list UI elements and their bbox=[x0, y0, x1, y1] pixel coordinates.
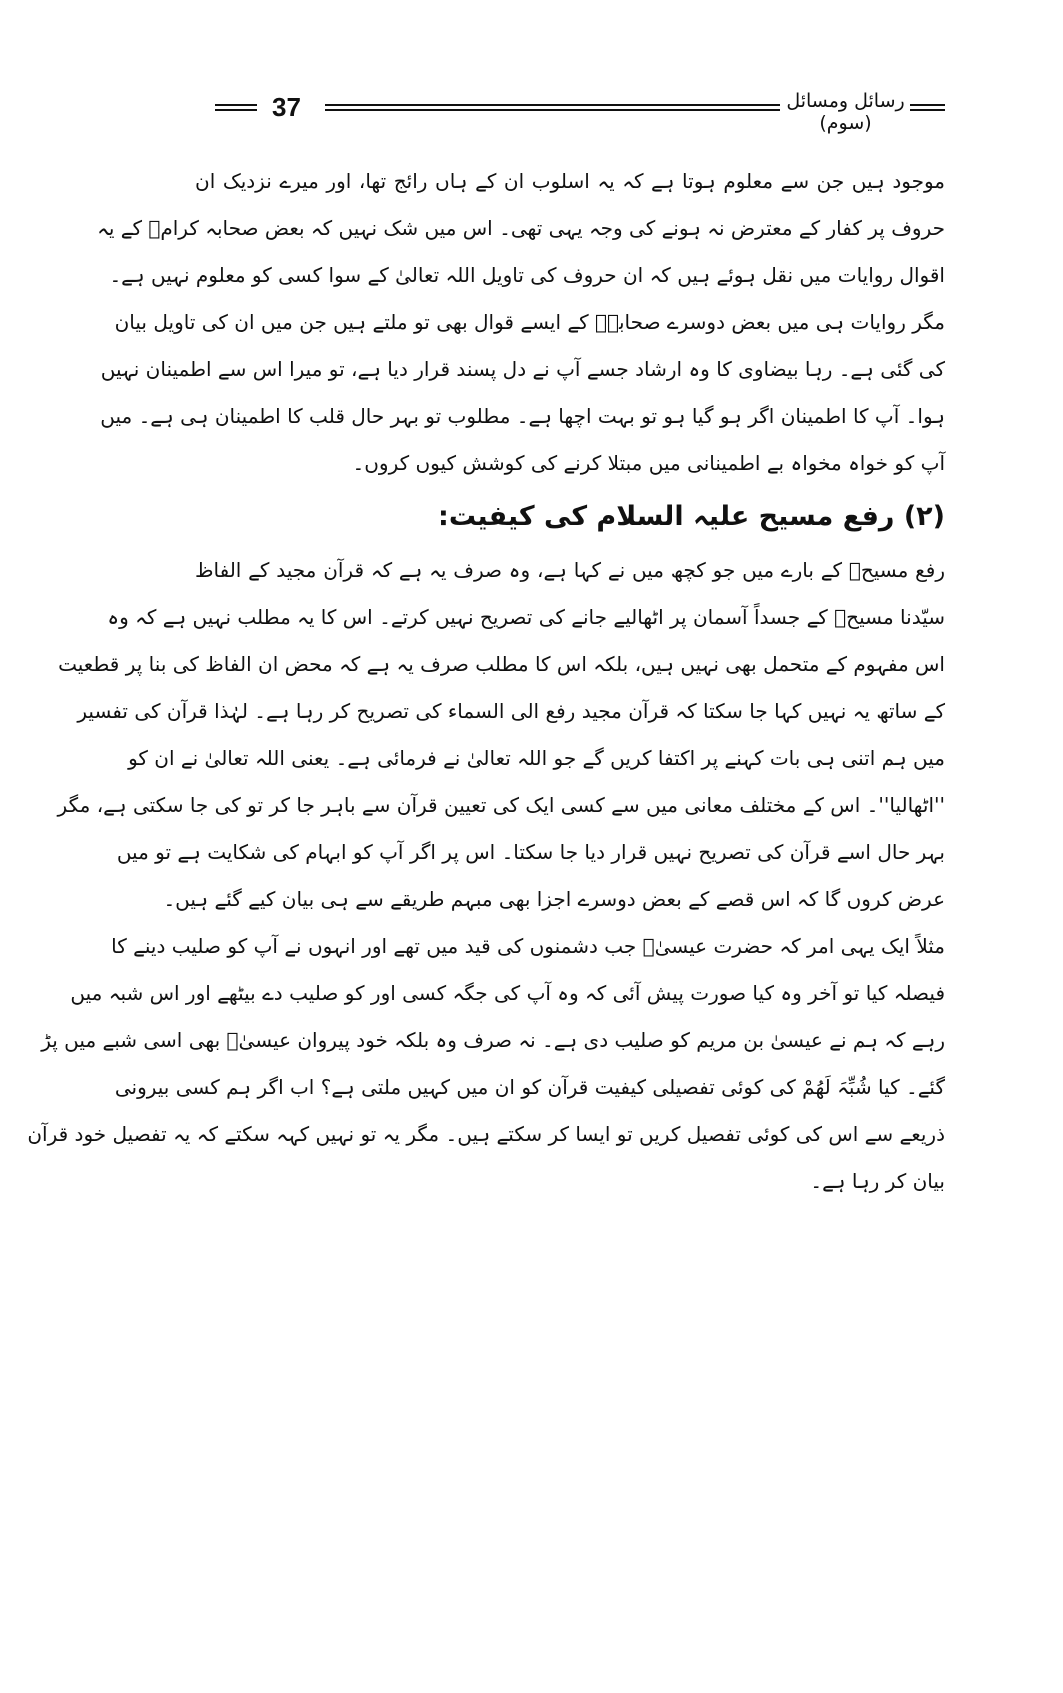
paragraph-2 bbox=[27, 547, 945, 1205]
text-line: ہوا۔ آپ کا اطمینان اگر ہو گیا ہو تو بہت اچھا ہے۔ مطلوب تو بہر حال قلب کا اطمینان ہی ہے۔ میں bbox=[100, 404, 945, 428]
header-rule-left bbox=[215, 104, 257, 111]
text-line: حروف پر کفار کے معترض نہ ہونے کی وجہ یہی تھی۔ اس میں شک نہیں کہ بعض صحابہ کرامؓ کے یہ bbox=[97, 216, 945, 240]
header-rule-right bbox=[910, 104, 945, 111]
text-line: اقوال روایات میں نقل ہوئے ہیں کہ ان حروف کی تاویل اللہ تعالیٰ کے سوا کسی کو معلوم نہیں ہے۔ bbox=[109, 263, 945, 287]
text-line: ذریعے سے اس کی کوئی تفصیل کریں تو ایسا کر سکتے ہیں۔ مگر یہ تو نہیں کہہ سکتے کہ یہ تفصیل خود قرآن bbox=[27, 1122, 945, 1146]
text-line: رفع مسیحؑ کے بارے میں جو کچھ میں نے کہا ہے، وہ صرف یہ ہے کہ قرآن مجید کے الفاظ bbox=[195, 558, 945, 582]
running-title: رسائل ومسائل (سوم) bbox=[786, 90, 905, 134]
text-line: مگر روایات ہی میں بعض دوسرے صحابہؓ کے ایسے قوال بھی تو ملتے ہیں جن میں ان کی تاویل بیان bbox=[114, 310, 945, 334]
text-line: بیان کر رہا ہے۔ bbox=[810, 1169, 945, 1193]
header-rule-middle bbox=[325, 104, 780, 111]
text-line: گئے۔ کیا شُبِّہَ لَهُمْ کی کوئی تفصیلی کیفیت قرآن کو ان میں کہیں ملتی ہے؟ اب اگر ہم کسی بیرونی bbox=[114, 1075, 945, 1099]
text-line: اس مفہوم کے متحمل بھی نہیں ہیں، بلکہ اس کا مطلب صرف یہ ہے کہ محض ان الفاظ کی بنا پر قطعیت bbox=[58, 652, 945, 676]
text-line: کی گئی ہے۔ رہا بیضاوی کا وہ ارشاد جسے آپ نے دل پسند قرار دیا ہے، تو میرا اس سے اطمینان نہیں bbox=[100, 357, 945, 381]
body-text bbox=[27, 158, 945, 1205]
text-line: فیصلہ کیا تو آخر وہ کیا صورت پیش آئی کہ وہ آپ کی جگہ کسی اور کو صلیب دے بیٹھے اور اس شبہ میں bbox=[70, 981, 945, 1005]
text-line: عرض کروں گا کہ اس قصے کے بعض دوسرے اجزا بھی مبہم طریقے سے ہی بیان کیے گئے ہیں۔ bbox=[163, 887, 945, 911]
page-header bbox=[215, 92, 945, 132]
section-heading: (۲) رفع مسیح علیہ السلام کی کیفیت: bbox=[438, 501, 945, 532]
text-line: سیّدنا مسیحؑ کے جسداً آسمان پر اٹھالیے جانے کی تصریح نہیں کرتے۔ اس کا یہ مطلب نہیں ہے کہ وہ bbox=[107, 605, 945, 629]
text-line: بہر حال اسے قرآن کی تصریح نہیں قرار دیا جا سکتا۔ اس پر اگر آپ کو ابہام کی شکایت ہے تو میں bbox=[116, 840, 945, 864]
text-line: میں ہم اتنی ہی بات کہنے پر اکتفا کریں گے جو اللہ تعالیٰ نے فرمائی ہے۔ یعنی اللہ تعالیٰ نے ان کو bbox=[128, 746, 945, 770]
paragraph-1 bbox=[97, 158, 945, 487]
text-line: ''اٹھالیا''۔ اس کے مختلف معانی میں سے کسی ایک کی تعیین قرآن سے باہر جا کر تو کی جا سکتی ہے، مگر bbox=[57, 793, 945, 817]
text-line: آپ کو خواہ مخواہ بے اطمینانی میں مبتلا کرنے کی کوشش کیوں کروں۔ bbox=[352, 451, 945, 475]
text-line: کے ساتھ یہ نہیں کہا جا سکتا کہ قرآن مجید رفع الی السماء کی تصریح کر رہا ہے۔ لہٰذا قرآن کی تفسیر bbox=[77, 699, 945, 723]
page-number: 37 bbox=[272, 92, 301, 122]
text-line: رہے کہ ہم نے عیسیٰ بن مریم کو صلیب دی ہے۔ نہ صرف وہ بلکہ خود پیروان عیسیٰؑ بھی اسی شبے میں پڑ bbox=[41, 1028, 945, 1052]
text-line: موجود ہیں جن سے معلوم ہوتا ہے کہ یہ اسلوب ان کے ہاں رائج تھا، اور میرے نزدیک ان bbox=[195, 169, 945, 193]
text-line: مثلاً ایک یہی امر کہ حضرت عیسیٰؑ جب دشمنوں کی قید میں تھے اور انہوں نے آپ کو صلیب دینے کا bbox=[111, 934, 945, 958]
